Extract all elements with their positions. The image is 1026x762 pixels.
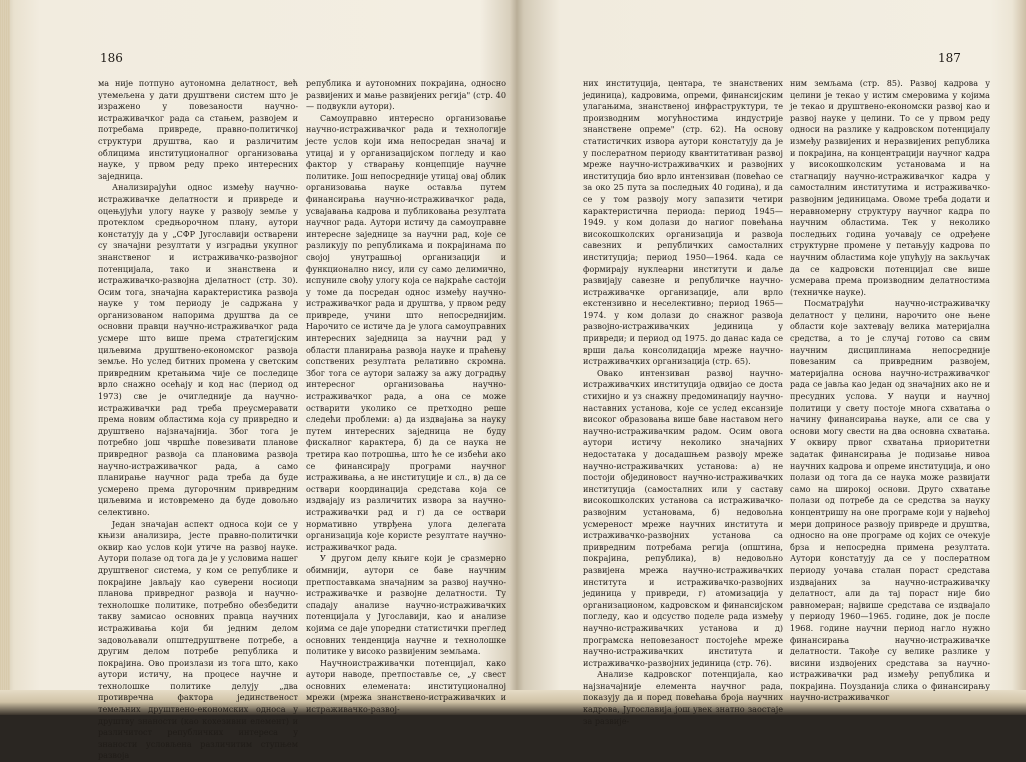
paragraph: ма није потпуно аутономна делатност, већ утемељена у дати друштвени систем што је изражено у повезаности научно-истраживачког рада са стањем, развојем и потребама привреде, правно-политичкој структури друштва, као и различитим облицима институционалног организовања науке, у првом реду преко интересних заједница. xyxy=(98,78,298,181)
paragraph: Самоуправно интересно организовање научно-истраживачког рада и технологије јесте услов који има непосредан значај и утицај и у организацијском погледу и као фактор у стварању концепције научне политике. Још непосредније утицај овај облик организовања науке оставља путем финансирања научно-истраживачког рада, усвајавања кадрова и публиковања резултата научног рада. Аутори истичу да самоуправне интересне заједнице за научни рад, које се разликују по републикама и покрајинама по својој унутрашњој организацији и функционално нису, или су само делимично, испуниле свођу улогу која се најкраће састоји у томе да посредан однос између научно-истраживачког рада и друштва, у првом реду привреде, учини што непосреднијим. Нарочито се истиче да је улога самоуправних интересних заједница за научни рад у области планирања развоја науке и праћењу сопствених резултата релативно скромна. Због тога се аутори залажу за ажу доградњу интересног организовања научно-истраживачког рада, а она се може остварити уколико се претходно реше следећи проблеми: а) да издвајања за науку путем интересних заједница не буду фискалног карактера, б) да се наука не третира као потрошња, што ће се избећи ако се финансирају програми научног истраживања, а не институције и сл., в) да се оствари координација средстава која се издвајају из различитих извора за научно-истраживачки рад и г) да се оствари нормативно утврђена улога делегата организација које користе резултате научно-истраживачког рада. xyxy=(306,112,506,552)
paragraph: република и аутономних покрајина, односно развијених и мање развијених регија" (стр. 40 — подвукли аутори). xyxy=(306,78,506,112)
paragraph: Научноистраживачки потенцијал, како аутори наводе, претпоставље се, „у свест основних елемената: институционалној мрежи (мрежа знанствено-истраживачких и истраживачко-развој- xyxy=(306,657,506,715)
page-number-left: 186 xyxy=(100,51,123,65)
paragraph: ним земљама (стр. 85). Развој кадрова у целини је текао у истим смеровима у којима је текао и друштвено-економски развој као и развој науке у целини. То се у првом реду односи на разлике у кадровском потенцијалу између развијених и неразвијених република и покрајина, на концентрацији научног кадра у високошколским установама и на стагнацију научно-истраживачког кадра у самосталним институтима и истраживачко-развојним јединицама. Овоме треба додати и неравномерну структуру научног кадра по научним областима. Тек у неколико последњих година уочавају се одређене структурне промене у петањују кадрова по научним областима које упућују на закључак да се кадровски потенцијал све више усмерава према производним делатностима (техничке науке). xyxy=(790,78,990,297)
paragraph: У другом делу књиге који је сразмерно обимнији, аутори се баве научним претпоставкама значајним за развој научно-истраживачке и развојне делатности. Ту спадају анализе научно-истраживачких потенцијала у Југославији, као и анализе којима се даје упоредни статистички преглед основних тенденција научне и технолошке политике у високо развијеним земљама. xyxy=(306,553,506,657)
paragraph: них институција, центара, те знанствених јединица), кадровима, опреми, финансијским улагањима, знанственој инфраструктури, те производним могућностима индустрије знанствене опреме" (стр. 62). На основу статистичких извора аутори констатују да је у послератном периоду квантитативан развој мреже научно-истраживачких и развојних институција био врло интензиван (повећао се за око 25 пута за последњих 40 година), и да се у том развоју могу запазити четири карактеристична периода: период 1945—1949. у ком долази до нагиог повећања високошколских организација и развоја савезних и републичких самосталних институција; период 1950—1964. када се формирају нуклеарни институти и даље развијају савезне и републичке научно-истраживачке организације, али врло екстензивно и неселективно; период 1965—1974. у ком долази до снажног развоја развојно-истраживачких јединица у привреди; и период од 1975. до данас када се врши даља консолидација мреже научно-истраживачких организација (стр. 65). xyxy=(583,78,783,367)
text-column-4 xyxy=(790,78,990,703)
paragraph: Један значајан аспект односа који се у књизи анализира, јесте правно-политички оквир као услов који утиче на развој науке. Аутори полазе од тога да је у условима нашег друштвеног система, у ком се републике и покрајине јављају као суверени носиоци планова привредног развоја и научно-технолошке политике, потребно обезбедити такву замисао основних правца научних истраживања који би једним делом задовољавали општедруштвене потребе, а другим делом потребе република и покрајина. Ово произлази из тога што, како аутори истичу, на процесе научне и технолошке политике делују „два противречна фактора јединственост темељних друштвено-економских односа у друштву знаности (као кохезивни елемент) и различитост републичких интереса у знаности условљена различитим ступњем развоја xyxy=(98,518,298,761)
paragraph: Посматрајући научно-истраживачку делатност у целини, нарочито оне њене области које захтевају велика материјална средства, а то је случај готово са свим научним дисциплинама непосредније повезаним са привредним развојем, материјална основа научно-истраживачког рада се јавља као један од значајних ако не и пресудних услова. У науци и научној политици у свету постоје многа схватања о начину финансирања науке, али се сва у основи могу свести на два основна схватања. У оквиру првог схватања приоритетни задатак финансирања је подизање нивоа научних кадрова и опреме институција, и оно полази од тога да се наука може развијати само на широкој основи. Друго схватање полази од потребе да се средства за науку концентришу на оне програме који у највећој мери доприносе развоју привреде и друштва, односно на оне програме од којих се очекује брза и непосредна примена резултата. Аутори констатују да се у послератном периоду уочава сталан пораст средстава издвајаних за научно-истраживачку делатност, али да тај пораст није био равномеран; највише средстава се издвајало у периоду 1960—1965. године, док је после 1968. године научни период нагло нужно финансирања научно-истраживачке делатности. Такође су велике разлике у висини издвојених средстава за научно-истраживачки рад између република и покрајина. Поузданија слика о финансирању научно-истраживачког xyxy=(790,298,990,703)
text-column-2 xyxy=(306,78,506,715)
page-edges-left xyxy=(0,0,10,715)
paragraph: Анализе кадровског потенцијала, као најзначајније елемента научног рада, показују да и поред повећања броја научних кадрова, Југославија још увек знатно заостаје за развије- xyxy=(583,669,783,726)
text-column-1 xyxy=(98,78,298,761)
page-number-right: 187 xyxy=(938,51,961,65)
text-column-3 xyxy=(583,78,783,726)
paragraph: Овако интензиван развој научно-истраживачких институција одвијао се доста стихијно и уз снажну прeдоминацију научно-наставних установа, које се услед ексанзије високог образовања више баве наставом него научно-истраживачким радом. Осим овога аутори истичу неколико значајних недостатака у досадашњем развоју мреже научно-истраживачких установа: а) не постоји објединовост научно-истраживачких институција (самосталних или у саставу високошколских установа са истраживачко-развојним установама, б) недовољна усмереност мреже научних института и истраживачко-развојних установа са привредним потребама регија (општина, покрајина, република), в) недовољно развијена мрежа научно-истраживачких института и истраживачко-развојних јединица у привреди, г) атомизација у организационом, кадровском и финансијском погледу, као и одсуство поделе рада између научно-истраживачких установа и д) програмска неповезаност постојеће мреже научно-истраживачких института и истраживачко-развојних јединица (стр. 76). xyxy=(583,367,783,668)
paragraph: Анализирајући однос између научно-истраживачке делатности и привреде и оцењујући улогу науке у развоју земље у протеклом средњорочном плану, аутори констатују да у „СФР Југославији остварени су значајни резултати у изградњи укупног знанственог и истраживачко-развојног потенцијала, тако и знанствена и истраживачко-развојна дјелатност (стр. 30). Осим тога, значајна карактеристика развоја науке у том периоду је садржана у организованом напорима друштва да се основни правци научно-истраживачког рада усмере што више према стратегијским циљевима друштвено-економског развоја земље. Но услед битних промена у светским привредним кретањима чије се последице врло снажно осећају и код нас (период од 1973) све је очигледније да научно-истраживачки рад треба преусмеравати према новим областима која су привредно и друштвено најзначајнија. Због тога је потребно још чвршће повезивати планове привредног развоја са плановима развоја научно-истраживачког рада, а само планирање научног рада треба да буде усмерено према дугорочним привредним циљевима и истовремено да буде довољно селективно. xyxy=(98,182,298,517)
